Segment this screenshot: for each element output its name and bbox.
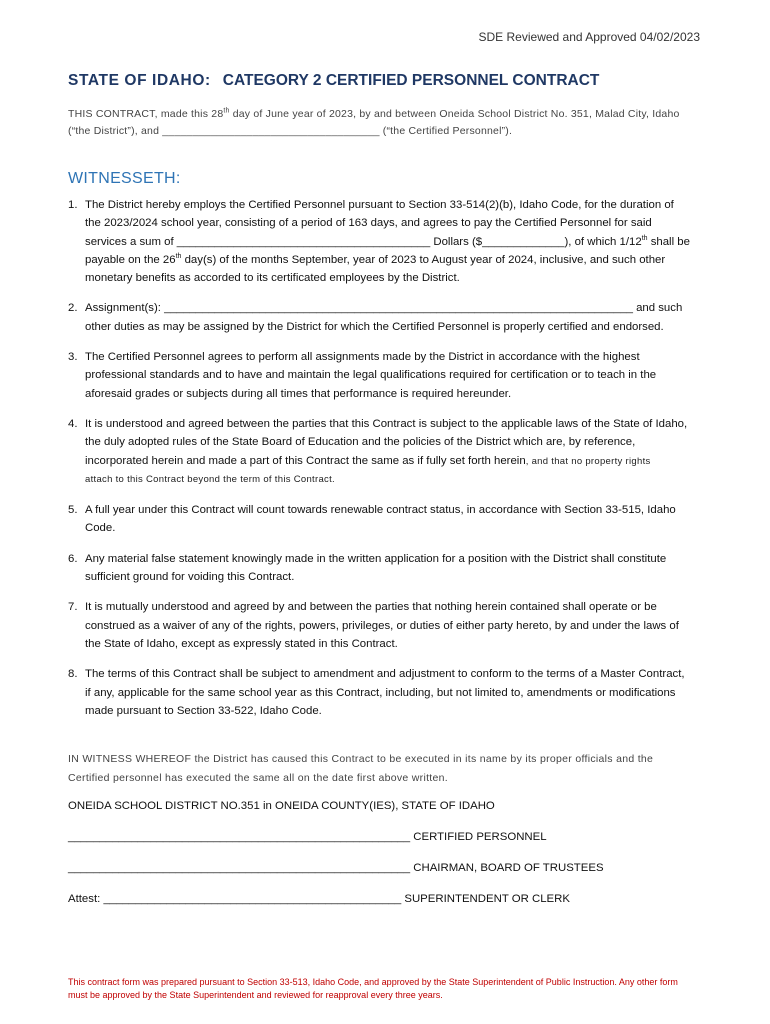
item-number: 6. (68, 552, 78, 565)
item-text: day(s) of the months September, year of 2023 to August year of 2024, inclusive, and such other (181, 253, 666, 266)
district-line: ONEIDA SCHOOL DISTRICT NO.351 in ONEIDA COUNTY(IES), STATE OF IDAHO (68, 800, 495, 812)
item-number: 4. (68, 417, 78, 430)
ordinal-suffix: th (175, 253, 182, 261)
witness-text: Certified personnel has executed the same all on the date first above written. (68, 772, 449, 784)
item-text: the State of Idaho, except as expressly stated in this Contract. (85, 637, 398, 650)
title-category: CATEGORY 2 CERTIFIED PERSONNEL CONTRACT (222, 72, 600, 89)
intro-text: day of June year of 2023, by and between Oneida School District No. 351, Malad City, Idaho (229, 108, 680, 120)
item-text: Assignment(s): __________________________________________________________________________ and such (85, 302, 683, 315)
list-item (68, 348, 704, 403)
item-text: It is understood and agreed between the parties that this Contract is subject to the applicable laws of the State of Idaho, (85, 417, 688, 430)
list-item (68, 598, 704, 653)
document-title (68, 72, 599, 90)
item-text: shall be (647, 235, 690, 248)
item-text: construed as a waiver of any of the rights, powers, privileges, or duties of either party hereto, by and under the laws of (85, 619, 679, 632)
item-text: incorporated herein and made a part of this Contract the same as if fully set forth herein (85, 454, 526, 467)
item-text: attach to this Contract beyond the term of this Contract. (85, 473, 335, 485)
item-text: the duly adopted rules of the State Board of Education and the policies of the District which are, by reference, (85, 436, 636, 449)
item-text: professional standards and to have and maintain the legal qualifications required for certification or to teach in the (85, 369, 657, 382)
item-text: A full year under this Contract will count towards renewable contract status, in accordance with Section 33-515, Idaho (85, 504, 676, 517)
witness-text: IN WITNESS WHEREOF the District has caused this Contract to be executed in its name by its proper officials and the (68, 753, 654, 765)
item-text: Any material false statement knowingly made in the written application for a position with the District shall constitute (85, 552, 667, 565)
witnesseth-heading: WITNESSETH: (68, 170, 181, 187)
item-text: made pursuant to Section 33-522, Idaho Code. (85, 704, 322, 717)
item-text: , and that no property rights (525, 455, 651, 467)
item-text: sufficient ground for voiding this Contract. (85, 571, 295, 584)
item-text: The terms of this Contract shall be subject to amendment and adjustment to conform to the terms of a Master Contract, (85, 668, 685, 681)
approval-stamp: SDE Reviewed and Approved 04/02/2023 (478, 30, 700, 44)
item-text: the 2023/2024 school year, consisting of a period of 163 days, and agrees to pay the Certified Personnel for said (85, 217, 652, 230)
contract-terms-list (68, 196, 704, 732)
footer-text: must be approved by the State Superintendent and reviewed for reapproval every three years. (68, 990, 443, 1000)
item-text: The Certified Personnel agrees to perform all assignments made by the District in accordance with the highest (85, 351, 640, 364)
item-number: 8. (68, 668, 78, 681)
item-number: 2. (68, 302, 78, 315)
intro-text: THIS CONTRACT, made this 28 (68, 108, 224, 120)
item-text: It is mutually understood and agreed by and between the parties that nothing herein contained shall operate or be (85, 601, 657, 614)
item-number: 3. (68, 351, 78, 364)
item-number: 1. (68, 199, 78, 211)
list-item (68, 415, 704, 489)
ordinal-suffix: th (223, 107, 230, 115)
item-text: monetary benefits as accorded to its certificated employees by the District. (85, 272, 460, 285)
list-item (68, 550, 704, 587)
in-witness-clause (68, 750, 708, 788)
title-state: STATE OF IDAHO: (68, 72, 211, 89)
item-text: Code. (85, 522, 116, 535)
item-text: other duties as may be assigned by the District for which the Certified Personnel is properly certified and endorsed. (85, 320, 664, 333)
footer-text: This contract form was prepared pursuant to Section 33-513, Idaho Code, and approved by the State Superintendent of Public Instruction. Any other form (68, 977, 678, 987)
intro-text: (“the District”), and ____________________________________ (“the Certified Personnel”). (68, 125, 513, 137)
item-text: services a sum of ________________________________________ Dollars ($_____________), of which 1/12 (85, 235, 642, 248)
item-text: aforesaid grades or subjects during all times that performance is required hereunder. (85, 387, 512, 400)
list-item (68, 501, 704, 538)
signature-line-certified-personnel[interactable]: ______________________________________________________ CERTIFIED PERSONNEL (68, 831, 547, 843)
list-item (68, 665, 704, 720)
ordinal-suffix: th (641, 234, 648, 242)
footer-note (68, 976, 718, 1002)
item-text: The District hereby employs the Certified Personnel pursuant to Section 33-514(2)(b), Idaho Code, for the duration of (85, 199, 674, 211)
list-item (68, 196, 704, 287)
item-number: 5. (68, 504, 78, 517)
signature-line-attest[interactable]: Attest: _______________________________________________ SUPERINTENDENT OR CLERK (68, 893, 570, 905)
signature-line-chairman[interactable]: ______________________________________________________ CHAIRMAN, BOARD OF TRUSTEES (68, 862, 604, 874)
item-text: if any, applicable for the same school year as this Contract, including, but not limited to, amendments or modifications (85, 686, 676, 699)
item-number: 7. (68, 601, 78, 614)
list-item (68, 299, 704, 336)
contract-intro (68, 106, 708, 140)
item-text: payable on the 26 (85, 253, 176, 266)
